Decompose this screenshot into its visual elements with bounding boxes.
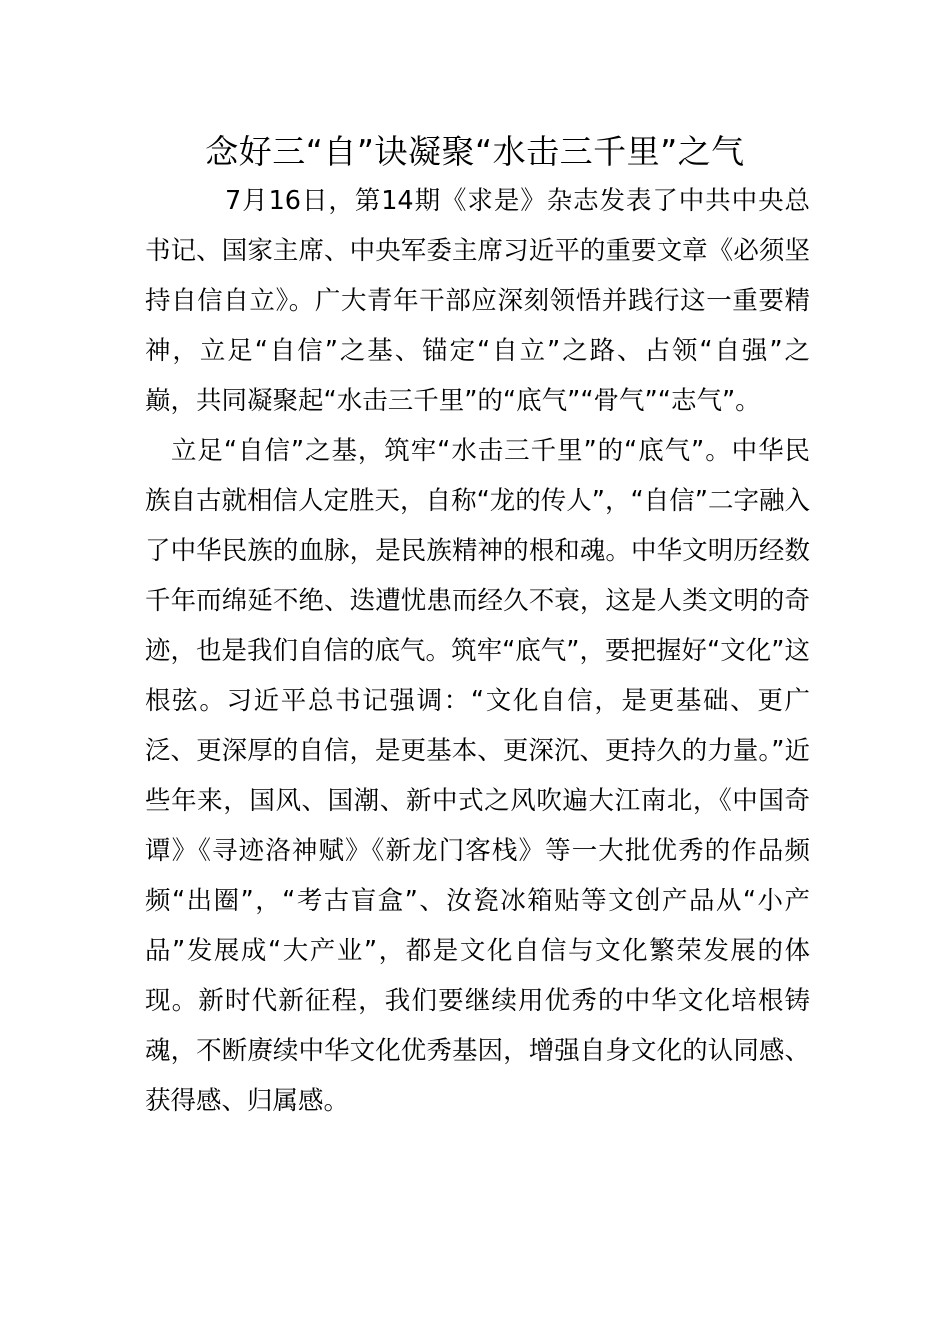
paragraph-intro: 7月16日，第14期《求是》杂志发表了中共中央总书记、国家主席、中央军委主席习近平的重要文章《必须坚持自信自立》。广大青年干部应深刻领悟并践行这一重要精神，立足“自信”之基、锚定“自立”之路、占领“自强”之巅，共同凝聚起“水击三千里”的“底气”“骨气”“志气”。 <box>145 186 810 416</box>
document-body <box>145 176 810 1126</box>
paragraph-confidence: 立足“自信”之基，筑牢“水击三千里”的“底气”。中华民族自古就相信人定胜天，自称“龙的传人”，“自信”二字融入了中华民族的血脉，是民族精神的根和魂。中华文明历经数千年而绵延不绝、迭遭忧患而经久不衰，这是人类文明的奇迹，也是我们自信的底气。筑牢“底气”，要把握好“文化”这根弦。习近平总书记强调：“文化自信，是更基础、更广泛、更深厚的自信，是更基本、更深沉、更持久的力量。”近些年来，国风、国潮、新中式之风吹遍大江南北，《中国奇谭》《寻迹洛神赋》《新龙门客栈》等一大批优秀的作品频频“出圈”，“考古盲盒”、汝瓷冰箱贴等文创产品从“小产品”发展成“大产业”，都是文化自信与文化繁荣发展的体现。新时代新征程，我们要继续用优秀的中华文化培根铸魂，不断赓续中华文化优秀基因，增强自身文化的认同感、获得感、归属感。 <box>145 436 810 1116</box>
document-title: 念好三“自”诀凝聚“水击三千里”之气 <box>205 132 745 171</box>
